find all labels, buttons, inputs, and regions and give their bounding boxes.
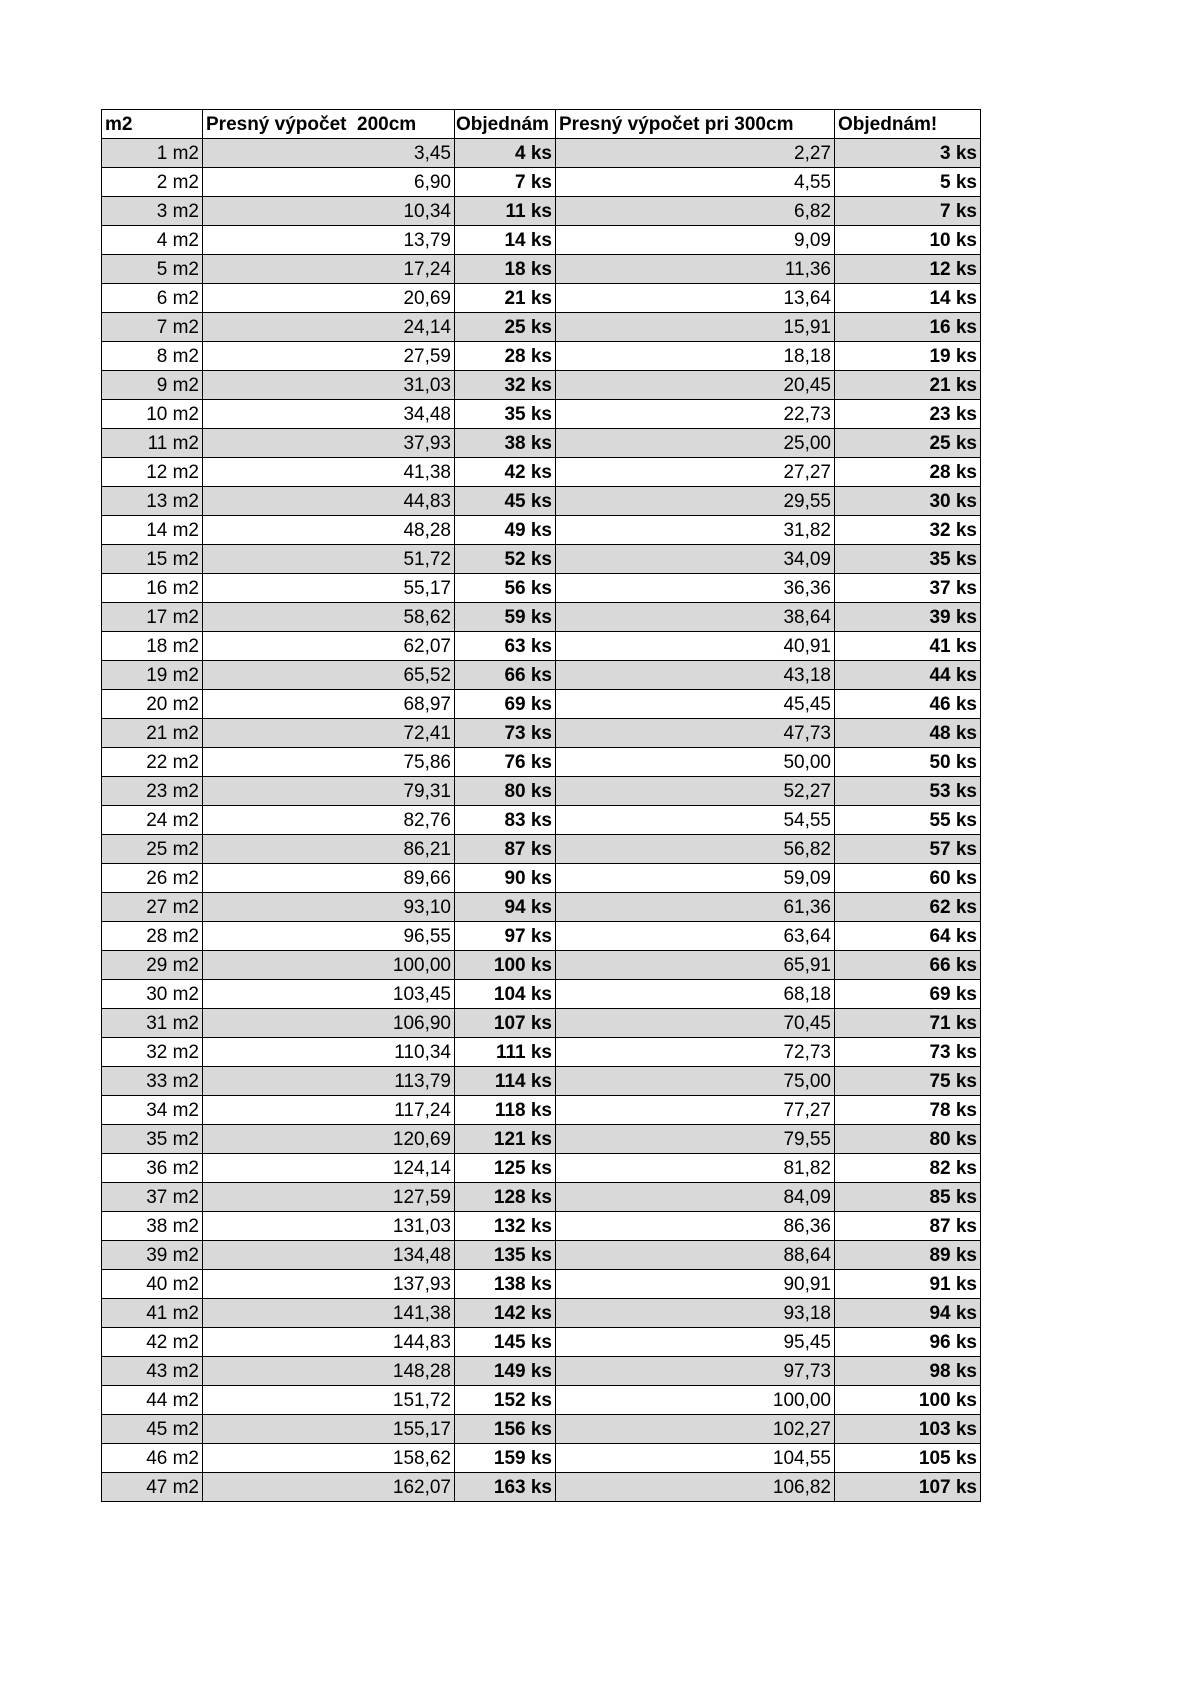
- table-row: [102, 458, 981, 487]
- order-300cm-cell: 60 ks: [835, 864, 981, 893]
- exact-300cm-cell: 90,91: [556, 1270, 835, 1299]
- order-300cm-cell: 66 ks: [835, 951, 981, 980]
- order-300cm-cell: 55 ks: [835, 806, 981, 835]
- order-200cm-cell: 100 ks: [455, 951, 556, 980]
- order-200cm-cell: 97 ks: [455, 922, 556, 951]
- exact-200cm-cell: 65,52: [203, 661, 455, 690]
- header-order-300cm: Objednám!: [835, 110, 981, 139]
- area-cell: 7 m2: [102, 313, 203, 342]
- order-200cm-cell: 52 ks: [455, 545, 556, 574]
- table-row: [102, 1212, 981, 1241]
- order-200cm-cell: 4 ks: [455, 139, 556, 168]
- exact-300cm-cell: 63,64: [556, 922, 835, 951]
- area-cell: 40 m2: [102, 1270, 203, 1299]
- table-row: [102, 1473, 981, 1502]
- order-300cm-cell: 62 ks: [835, 893, 981, 922]
- order-300cm-cell: 3 ks: [835, 139, 981, 168]
- order-200cm-cell: 94 ks: [455, 893, 556, 922]
- order-200cm-cell: 73 ks: [455, 719, 556, 748]
- table-row: [102, 1386, 981, 1415]
- order-300cm-cell: 73 ks: [835, 1038, 981, 1067]
- area-cell: 18 m2: [102, 632, 203, 661]
- table-row: [102, 1415, 981, 1444]
- area-cell: 41 m2: [102, 1299, 203, 1328]
- exact-200cm-cell: 44,83: [203, 487, 455, 516]
- exact-300cm-cell: 13,64: [556, 284, 835, 313]
- exact-200cm-cell: 127,59: [203, 1183, 455, 1212]
- exact-300cm-cell: 88,64: [556, 1241, 835, 1270]
- area-cell: 16 m2: [102, 574, 203, 603]
- table-row: [102, 371, 981, 400]
- table-row: [102, 255, 981, 284]
- order-300cm-cell: 64 ks: [835, 922, 981, 951]
- exact-300cm-cell: 70,45: [556, 1009, 835, 1038]
- exact-200cm-cell: 41,38: [203, 458, 455, 487]
- area-cell: 46 m2: [102, 1444, 203, 1473]
- area-cell: 9 m2: [102, 371, 203, 400]
- exact-200cm-cell: 100,00: [203, 951, 455, 980]
- order-200cm-cell: 59 ks: [455, 603, 556, 632]
- table-row: [102, 922, 981, 951]
- exact-200cm-cell: 51,72: [203, 545, 455, 574]
- exact-300cm-cell: 77,27: [556, 1096, 835, 1125]
- order-200cm-cell: 21 ks: [455, 284, 556, 313]
- order-300cm-cell: 35 ks: [835, 545, 981, 574]
- area-cell: 2 m2: [102, 168, 203, 197]
- header-m2: m2: [102, 110, 203, 139]
- table-row: [102, 400, 981, 429]
- order-300cm-cell: 78 ks: [835, 1096, 981, 1125]
- area-cell: 27 m2: [102, 893, 203, 922]
- table-row: [102, 1270, 981, 1299]
- exact-300cm-cell: 38,64: [556, 603, 835, 632]
- table-row: [102, 1125, 981, 1154]
- exact-300cm-cell: 61,36: [556, 893, 835, 922]
- exact-300cm-cell: 100,00: [556, 1386, 835, 1415]
- order-200cm-cell: 142 ks: [455, 1299, 556, 1328]
- order-300cm-cell: 48 ks: [835, 719, 981, 748]
- order-300cm-cell: 10 ks: [835, 226, 981, 255]
- order-300cm-cell: 41 ks: [835, 632, 981, 661]
- area-cell: 47 m2: [102, 1473, 203, 1502]
- order-300cm-cell: 32 ks: [835, 516, 981, 545]
- order-200cm-cell: 152 ks: [455, 1386, 556, 1415]
- order-300cm-cell: 80 ks: [835, 1125, 981, 1154]
- table-row: [102, 429, 981, 458]
- order-300cm-cell: 30 ks: [835, 487, 981, 516]
- order-200cm-cell: 107 ks: [455, 1009, 556, 1038]
- exact-200cm-cell: 162,07: [203, 1473, 455, 1502]
- exact-200cm-cell: 144,83: [203, 1328, 455, 1357]
- exact-300cm-cell: 104,55: [556, 1444, 835, 1473]
- order-200cm-cell: 49 ks: [455, 516, 556, 545]
- exact-200cm-cell: 68,97: [203, 690, 455, 719]
- table-row: [102, 1444, 981, 1473]
- exact-300cm-cell: 22,73: [556, 400, 835, 429]
- area-cell: 26 m2: [102, 864, 203, 893]
- table-row: [102, 545, 981, 574]
- table-row: [102, 197, 981, 226]
- order-200cm-cell: 42 ks: [455, 458, 556, 487]
- area-cell: 33 m2: [102, 1067, 203, 1096]
- exact-300cm-cell: 72,73: [556, 1038, 835, 1067]
- table-row: [102, 1009, 981, 1038]
- table-row: [102, 1299, 981, 1328]
- exact-200cm-cell: 20,69: [203, 284, 455, 313]
- area-cell: 29 m2: [102, 951, 203, 980]
- table-row: [102, 632, 981, 661]
- exact-200cm-cell: 113,79: [203, 1067, 455, 1096]
- order-200cm-cell: 128 ks: [455, 1183, 556, 1212]
- exact-300cm-cell: 27,27: [556, 458, 835, 487]
- exact-200cm-cell: 48,28: [203, 516, 455, 545]
- order-200cm-cell: 35 ks: [455, 400, 556, 429]
- order-200cm-cell: 7 ks: [455, 168, 556, 197]
- exact-300cm-cell: 34,09: [556, 545, 835, 574]
- table-row: [102, 342, 981, 371]
- table-row: [102, 284, 981, 313]
- area-cell: 31 m2: [102, 1009, 203, 1038]
- exact-300cm-cell: 106,82: [556, 1473, 835, 1502]
- order-300cm-cell: 23 ks: [835, 400, 981, 429]
- exact-300cm-cell: 75,00: [556, 1067, 835, 1096]
- table-row: [102, 1328, 981, 1357]
- exact-300cm-cell: 45,45: [556, 690, 835, 719]
- table-body: [102, 139, 981, 1502]
- area-cell: 22 m2: [102, 748, 203, 777]
- area-cell: 11 m2: [102, 429, 203, 458]
- area-cell: 39 m2: [102, 1241, 203, 1270]
- area-cell: 43 m2: [102, 1357, 203, 1386]
- area-cell: 28 m2: [102, 922, 203, 951]
- order-200cm-cell: 63 ks: [455, 632, 556, 661]
- area-cell: 30 m2: [102, 980, 203, 1009]
- table-row: [102, 1067, 981, 1096]
- order-200cm-cell: 121 ks: [455, 1125, 556, 1154]
- table-row: [102, 1357, 981, 1386]
- exact-300cm-cell: 84,09: [556, 1183, 835, 1212]
- table-row: [102, 690, 981, 719]
- table-row: [102, 835, 981, 864]
- order-200cm-cell: 66 ks: [455, 661, 556, 690]
- order-200cm-cell: 159 ks: [455, 1444, 556, 1473]
- order-200cm-cell: 125 ks: [455, 1154, 556, 1183]
- order-300cm-cell: 103 ks: [835, 1415, 981, 1444]
- exact-200cm-cell: 13,79: [203, 226, 455, 255]
- header-order-200cm: Objednám: [455, 110, 556, 139]
- area-cell: 17 m2: [102, 603, 203, 632]
- table-row: [102, 603, 981, 632]
- order-300cm-cell: 82 ks: [835, 1154, 981, 1183]
- exact-300cm-cell: 59,09: [556, 864, 835, 893]
- exact-200cm-cell: 62,07: [203, 632, 455, 661]
- exact-200cm-cell: 106,90: [203, 1009, 455, 1038]
- exact-300cm-cell: 20,45: [556, 371, 835, 400]
- order-300cm-cell: 39 ks: [835, 603, 981, 632]
- order-300cm-cell: 21 ks: [835, 371, 981, 400]
- order-300cm-cell: 50 ks: [835, 748, 981, 777]
- exact-200cm-cell: 93,10: [203, 893, 455, 922]
- order-300cm-cell: 71 ks: [835, 1009, 981, 1038]
- order-300cm-cell: 87 ks: [835, 1212, 981, 1241]
- exact-300cm-cell: 25,00: [556, 429, 835, 458]
- order-300cm-cell: 19 ks: [835, 342, 981, 371]
- area-cell: 23 m2: [102, 777, 203, 806]
- order-300cm-cell: 14 ks: [835, 284, 981, 313]
- order-200cm-cell: 11 ks: [455, 197, 556, 226]
- exact-200cm-cell: 124,14: [203, 1154, 455, 1183]
- exact-200cm-cell: 89,66: [203, 864, 455, 893]
- order-200cm-cell: 83 ks: [455, 806, 556, 835]
- area-cell: 44 m2: [102, 1386, 203, 1415]
- exact-300cm-cell: 40,91: [556, 632, 835, 661]
- area-cell: 12 m2: [102, 458, 203, 487]
- exact-200cm-cell: 10,34: [203, 197, 455, 226]
- table-row: [102, 951, 981, 980]
- table-row: [102, 893, 981, 922]
- order-200cm-cell: 38 ks: [455, 429, 556, 458]
- order-300cm-cell: 107 ks: [835, 1473, 981, 1502]
- exact-300cm-cell: 31,82: [556, 516, 835, 545]
- area-cell: 19 m2: [102, 661, 203, 690]
- order-200cm-cell: 114 ks: [455, 1067, 556, 1096]
- header-exact-200cm: Presný výpočet 200cm: [203, 110, 455, 139]
- exact-300cm-cell: 36,36: [556, 574, 835, 603]
- order-200cm-cell: 145 ks: [455, 1328, 556, 1357]
- exact-300cm-cell: 54,55: [556, 806, 835, 835]
- exact-200cm-cell: 148,28: [203, 1357, 455, 1386]
- exact-300cm-cell: 50,00: [556, 748, 835, 777]
- exact-300cm-cell: 6,82: [556, 197, 835, 226]
- area-cell: 8 m2: [102, 342, 203, 371]
- order-300cm-cell: 12 ks: [835, 255, 981, 284]
- exact-200cm-cell: 37,93: [203, 429, 455, 458]
- exact-300cm-cell: 4,55: [556, 168, 835, 197]
- area-cell: 1 m2: [102, 139, 203, 168]
- exact-200cm-cell: 34,48: [203, 400, 455, 429]
- order-200cm-cell: 135 ks: [455, 1241, 556, 1270]
- table-row: [102, 516, 981, 545]
- order-200cm-cell: 25 ks: [455, 313, 556, 342]
- exact-200cm-cell: 75,86: [203, 748, 455, 777]
- exact-300cm-cell: 18,18: [556, 342, 835, 371]
- exact-200cm-cell: 86,21: [203, 835, 455, 864]
- table-row: [102, 661, 981, 690]
- order-300cm-cell: 94 ks: [835, 1299, 981, 1328]
- area-cell: 45 m2: [102, 1415, 203, 1444]
- exact-200cm-cell: 82,76: [203, 806, 455, 835]
- order-200cm-cell: 18 ks: [455, 255, 556, 284]
- order-300cm-cell: 28 ks: [835, 458, 981, 487]
- table-row: [102, 1038, 981, 1067]
- exact-300cm-cell: 56,82: [556, 835, 835, 864]
- order-300cm-cell: 100 ks: [835, 1386, 981, 1415]
- order-200cm-cell: 14 ks: [455, 226, 556, 255]
- exact-300cm-cell: 15,91: [556, 313, 835, 342]
- exact-300cm-cell: 79,55: [556, 1125, 835, 1154]
- exact-300cm-cell: 47,73: [556, 719, 835, 748]
- exact-200cm-cell: 141,38: [203, 1299, 455, 1328]
- area-cell: 35 m2: [102, 1125, 203, 1154]
- order-300cm-cell: 91 ks: [835, 1270, 981, 1299]
- table-row: [102, 864, 981, 893]
- area-cell: 32 m2: [102, 1038, 203, 1067]
- exact-200cm-cell: 155,17: [203, 1415, 455, 1444]
- order-200cm-cell: 111 ks: [455, 1038, 556, 1067]
- exact-300cm-cell: 65,91: [556, 951, 835, 980]
- exact-300cm-cell: 11,36: [556, 255, 835, 284]
- order-300cm-cell: 7 ks: [835, 197, 981, 226]
- table-row: [102, 1183, 981, 1212]
- area-cell: 21 m2: [102, 719, 203, 748]
- exact-300cm-cell: 43,18: [556, 661, 835, 690]
- order-200cm-cell: 118 ks: [455, 1096, 556, 1125]
- area-cell: 38 m2: [102, 1212, 203, 1241]
- exact-200cm-cell: 72,41: [203, 719, 455, 748]
- order-200cm-cell: 80 ks: [455, 777, 556, 806]
- order-200cm-cell: 28 ks: [455, 342, 556, 371]
- exact-300cm-cell: 97,73: [556, 1357, 835, 1386]
- order-300cm-cell: 57 ks: [835, 835, 981, 864]
- order-200cm-cell: 163 ks: [455, 1473, 556, 1502]
- order-300cm-cell: 89 ks: [835, 1241, 981, 1270]
- area-cell: 15 m2: [102, 545, 203, 574]
- area-cell: 14 m2: [102, 516, 203, 545]
- order-200cm-cell: 76 ks: [455, 748, 556, 777]
- order-300cm-cell: 53 ks: [835, 777, 981, 806]
- exact-200cm-cell: 134,48: [203, 1241, 455, 1270]
- order-200cm-cell: 45 ks: [455, 487, 556, 516]
- order-300cm-cell: 96 ks: [835, 1328, 981, 1357]
- exact-200cm-cell: 79,31: [203, 777, 455, 806]
- order-300cm-cell: 69 ks: [835, 980, 981, 1009]
- exact-200cm-cell: 6,90: [203, 168, 455, 197]
- table-row: [102, 1096, 981, 1125]
- exact-200cm-cell: 103,45: [203, 980, 455, 1009]
- table-row: [102, 1154, 981, 1183]
- header-row: [102, 110, 981, 139]
- exact-300cm-cell: 29,55: [556, 487, 835, 516]
- quantity-table: [101, 109, 981, 1502]
- exact-300cm-cell: 68,18: [556, 980, 835, 1009]
- order-200cm-cell: 87 ks: [455, 835, 556, 864]
- area-cell: 24 m2: [102, 806, 203, 835]
- exact-200cm-cell: 131,03: [203, 1212, 455, 1241]
- order-200cm-cell: 104 ks: [455, 980, 556, 1009]
- area-cell: 42 m2: [102, 1328, 203, 1357]
- exact-300cm-cell: 102,27: [556, 1415, 835, 1444]
- table-row: [102, 806, 981, 835]
- order-300cm-cell: 5 ks: [835, 168, 981, 197]
- exact-300cm-cell: 86,36: [556, 1212, 835, 1241]
- order-300cm-cell: 44 ks: [835, 661, 981, 690]
- table-row: [102, 168, 981, 197]
- order-300cm-cell: 16 ks: [835, 313, 981, 342]
- order-300cm-cell: 85 ks: [835, 1183, 981, 1212]
- order-300cm-cell: 25 ks: [835, 429, 981, 458]
- order-200cm-cell: 156 ks: [455, 1415, 556, 1444]
- order-200cm-cell: 90 ks: [455, 864, 556, 893]
- area-cell: 5 m2: [102, 255, 203, 284]
- order-200cm-cell: 56 ks: [455, 574, 556, 603]
- exact-200cm-cell: 151,72: [203, 1386, 455, 1415]
- order-200cm-cell: 132 ks: [455, 1212, 556, 1241]
- area-cell: 36 m2: [102, 1154, 203, 1183]
- area-cell: 37 m2: [102, 1183, 203, 1212]
- table-row: [102, 313, 981, 342]
- order-300cm-cell: 75 ks: [835, 1067, 981, 1096]
- table-row: [102, 719, 981, 748]
- exact-300cm-cell: 52,27: [556, 777, 835, 806]
- table-row: [102, 226, 981, 255]
- exact-200cm-cell: 55,17: [203, 574, 455, 603]
- exact-200cm-cell: 120,69: [203, 1125, 455, 1154]
- exact-200cm-cell: 3,45: [203, 139, 455, 168]
- exact-200cm-cell: 117,24: [203, 1096, 455, 1125]
- table-row: [102, 574, 981, 603]
- table-row: [102, 487, 981, 516]
- area-cell: 4 m2: [102, 226, 203, 255]
- exact-300cm-cell: 2,27: [556, 139, 835, 168]
- area-cell: 10 m2: [102, 400, 203, 429]
- table-row: [102, 139, 981, 168]
- area-cell: 34 m2: [102, 1096, 203, 1125]
- exact-300cm-cell: 9,09: [556, 226, 835, 255]
- table-row: [102, 1241, 981, 1270]
- order-300cm-cell: 46 ks: [835, 690, 981, 719]
- order-300cm-cell: 105 ks: [835, 1444, 981, 1473]
- exact-200cm-cell: 96,55: [203, 922, 455, 951]
- exact-300cm-cell: 93,18: [556, 1299, 835, 1328]
- area-cell: 6 m2: [102, 284, 203, 313]
- order-200cm-cell: 69 ks: [455, 690, 556, 719]
- order-200cm-cell: 32 ks: [455, 371, 556, 400]
- exact-200cm-cell: 27,59: [203, 342, 455, 371]
- exact-300cm-cell: 95,45: [556, 1328, 835, 1357]
- exact-300cm-cell: 81,82: [556, 1154, 835, 1183]
- exact-200cm-cell: 24,14: [203, 313, 455, 342]
- header-exact-300cm: Presný výpočet pri 300cm: [556, 110, 835, 139]
- table-row: [102, 980, 981, 1009]
- order-300cm-cell: 98 ks: [835, 1357, 981, 1386]
- area-cell: 13 m2: [102, 487, 203, 516]
- table-row: [102, 748, 981, 777]
- area-cell: 25 m2: [102, 835, 203, 864]
- exact-200cm-cell: 17,24: [203, 255, 455, 284]
- area-cell: 3 m2: [102, 197, 203, 226]
- exact-200cm-cell: 58,62: [203, 603, 455, 632]
- order-300cm-cell: 37 ks: [835, 574, 981, 603]
- table-row: [102, 777, 981, 806]
- area-cell: 20 m2: [102, 690, 203, 719]
- exact-200cm-cell: 137,93: [203, 1270, 455, 1299]
- order-200cm-cell: 149 ks: [455, 1357, 556, 1386]
- exact-200cm-cell: 31,03: [203, 371, 455, 400]
- exact-200cm-cell: 158,62: [203, 1444, 455, 1473]
- order-200cm-cell: 138 ks: [455, 1270, 556, 1299]
- exact-200cm-cell: 110,34: [203, 1038, 455, 1067]
